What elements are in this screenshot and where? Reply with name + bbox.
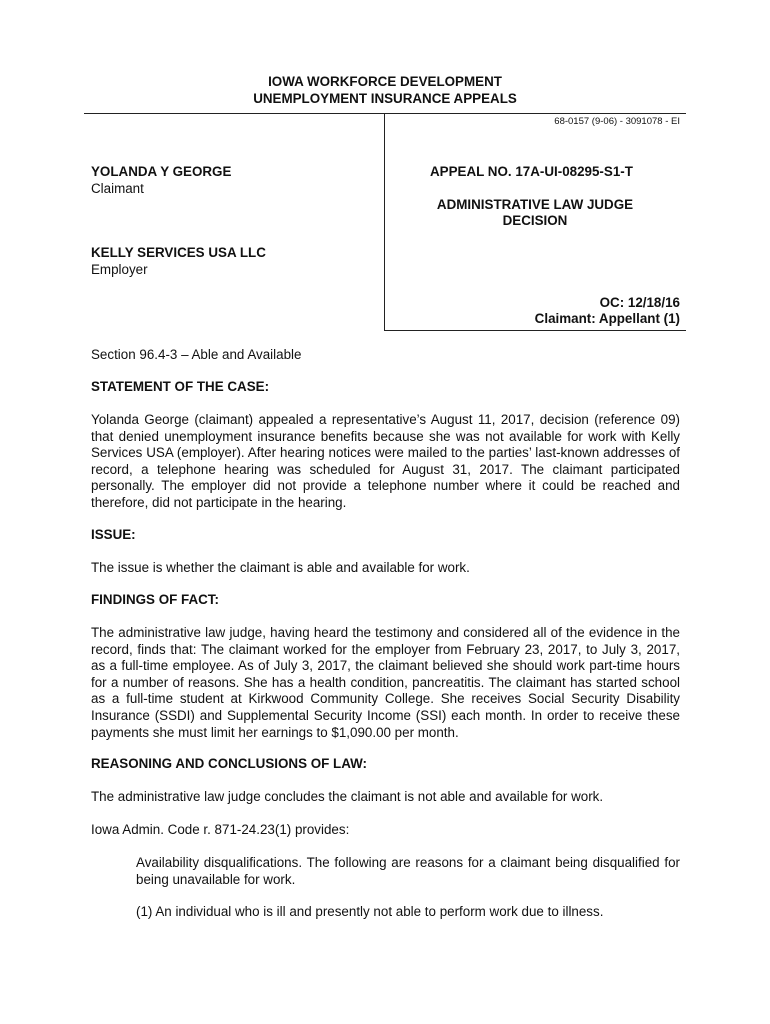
issue-paragraph: The issue is whether the claimant is able and available for work. [91, 560, 470, 575]
oc-date: OC: 12/18/16 [599, 295, 680, 310]
caption-bottom-rule [384, 330, 686, 331]
employer-name: KELLY SERVICES USA LLC [91, 245, 266, 260]
statement-paragraph: Yolanda George (claimant) appealed a representative’s August 11, 2017, decision (reference 09) that denied unemployment insurance benefits because she was not available for work with Kelly Services USA (employer). After hearing notices were mailed to the parties’ last-known addresses of record, a telephone hearing was scheduled for August 31, 2017. The claimant participated personally. The employer did not provide a telephone number where it could be reached and therefore, did not participate in the hearing. [91, 412, 680, 510]
caption-divider [384, 114, 385, 330]
employer-role: Employer [91, 262, 148, 277]
quoted-rule: Availability disqualifications. The following are reasons for a claimant being disqualified for being unavailable for work. [136, 855, 680, 887]
section-reference: Section 96.4-3 – Able and Available [91, 347, 302, 362]
findings-paragraph: The administrative law judge, having heard the testimony and considered all of the evidence in the record, finds that: The claimant worked for the employer from February 23, 2017, to July 3, 2017, as a full-time employee. As of July 3, 2017, the claimant believed she should work part-time hours for a number of reasons. She has a health condition, pancreatitis. The claimant has started school as a full-time student at Kirkwood Community College. She receives Social Security Disability Insurance (SSDI) and Supplemental Security Income (SSI) each month. In order to receive these payments she must limit her earnings to $1,090.00 per month. [91, 625, 680, 740]
agency-division: UNEMPLOYMENT INSURANCE APPEALS [253, 91, 517, 106]
claimant-name: YOLANDA Y GEORGE [91, 164, 232, 179]
conclusion-paragraph: The administrative law judge concludes the claimant is not able and available for work. [91, 789, 604, 804]
code-reference: Iowa Admin. Code r. 871-24.23(1) provides: [91, 822, 350, 837]
decision-title: ADMINISTRATIVE LAW JUDGE [436, 197, 634, 212]
reasoning-heading: REASONING AND CONCLUSIONS OF LAW: [91, 756, 367, 771]
decision-subtitle: DECISION [502, 213, 568, 228]
appeal-number: APPEAL NO. 17A-UI-08295-S1-T [430, 164, 633, 179]
claimant-status: Claimant: Appellant (1) [534, 311, 680, 326]
claimant-role: Claimant [91, 181, 144, 196]
findings-heading: FINDINGS OF FACT: [91, 592, 219, 607]
form-number: 68-0157 (9-06) - 3091078 - EI [554, 116, 680, 127]
statement-heading: STATEMENT OF THE CASE: [91, 379, 270, 394]
issue-heading: ISSUE: [91, 527, 136, 542]
caption-top-rule [84, 113, 686, 114]
quoted-rule-item-1: (1) An individual who is ill and presently not able to perform work due to illness. [136, 904, 604, 919]
agency-name: IOWA WORKFORCE DEVELOPMENT [268, 74, 502, 89]
